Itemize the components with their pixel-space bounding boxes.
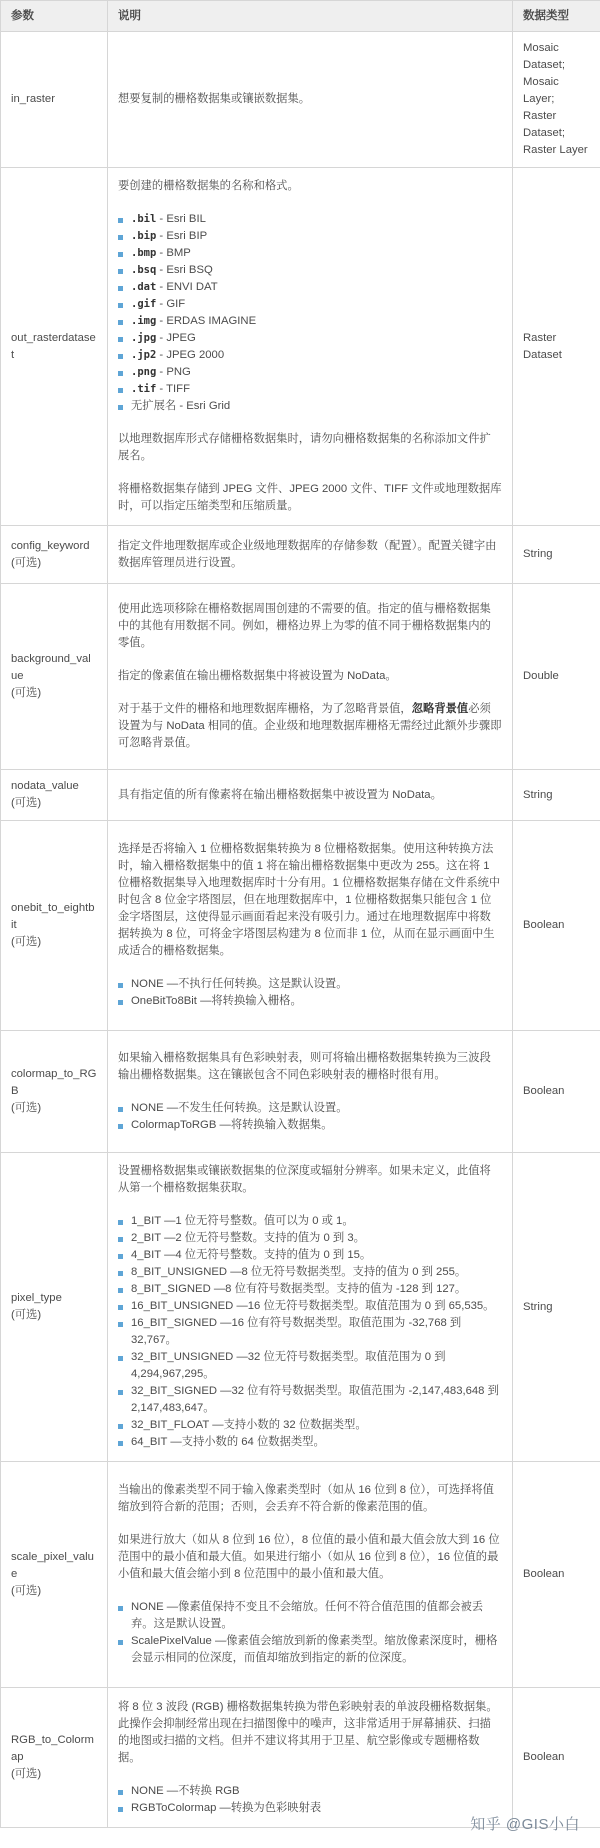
description-text: 当输出的像素类型不同于输入像素类型时（如从 16 位到 8 位），可选择将值缩放到符合新的范围；否则，会丢弃不符合新的像素范围的值。	[118, 1484, 494, 1513]
param-name-text: background_value	[11, 653, 91, 682]
table-header-row	[1, 1, 600, 32]
option-list	[118, 976, 502, 1010]
format-label: - ERDAS IMAGINE	[156, 315, 257, 327]
file-extension: .gif	[131, 298, 157, 310]
description-text: 使用此选项移除在栅格数据周围创建的不需要的值。指定的值与栅格数据集中的其他有用数据不同。例如，栅格边界上为零的值不同于栅格数据集内的零值。	[118, 603, 491, 649]
format-label: 无扩展名 - Esri Grid	[131, 400, 231, 412]
file-extension: .jpg	[131, 332, 157, 344]
param-description	[108, 821, 513, 1031]
table-row-out-rasterdataset	[1, 168, 600, 526]
param-name	[1, 584, 108, 770]
data-type: String	[513, 770, 600, 821]
param-name	[1, 821, 108, 1031]
description-text: 如果输入栅格数据集具有色彩映射表，则可将输出栅格数据集转换为三波段输出栅格数据集。这在镶嵌包含不同色彩映射表的栅格时很有用。	[118, 1051, 491, 1081]
list-item	[118, 262, 502, 279]
format-label: - GIF	[156, 298, 186, 310]
list-item: 8_BIT_SIGNED —8 位有符号数据类型。支持的值为 -128 到 127。	[118, 1281, 502, 1298]
data-type: String	[513, 526, 600, 584]
param-name-text: colormap_to_RGB	[11, 1068, 97, 1097]
data-type: Boolean	[513, 1688, 600, 1828]
table-row-background-value	[1, 584, 600, 770]
column-header-desc: 说明	[108, 1, 513, 32]
param-name	[1, 1462, 108, 1688]
list-item	[118, 313, 502, 330]
table-row-colormap-to-rgb	[1, 1031, 600, 1153]
list-item: 16_BIT_SIGNED —16 位有符号数据类型。取值范围为 -32,768 到 32,767。	[118, 1315, 502, 1349]
optional-label: (可选)	[11, 1309, 42, 1321]
file-extension: .bsq	[131, 264, 157, 276]
description-text: 选择是否将输入 1 位栅格数据集转换为 8 位栅格数据集。使用这种转换方法时，输入栅格数据集中的值 1 将在输出栅格数据集中更改为 255。这在将 1 位栅格数据集导入地理数据库时十分有用。1 位栅格数据集存储在文件系统中时包含 8 位金字塔图层，但在地理数据库中，1 位栅格数据集只能包含 1 位金字塔图层，这使得显示画面看起来没有吸引力。通过在地理数据库中将数据转换为 8 位，可将金字塔图层构建为 8 位而非 1 位，从而在显示画面中生成适合的栅格数据集。	[118, 843, 501, 957]
description-fragment: 必须设置为与 NoData 相同的值。企业级和地理数据库栅格无需经过此额外步骤即可忽略背景值。	[118, 703, 502, 749]
param-description	[108, 1031, 513, 1153]
list-item: NONE —不转换 RGB	[118, 1783, 502, 1800]
watermark: 知乎 @GIS小白	[470, 1816, 580, 1833]
option-list	[118, 1599, 502, 1667]
list-item	[118, 381, 502, 398]
param-description	[108, 168, 513, 526]
format-label: - JPEG	[156, 332, 196, 344]
data-type: Boolean	[513, 1031, 600, 1153]
column-header-param: 参数	[1, 1, 108, 32]
file-extension: .dat	[131, 281, 157, 293]
description-text: 将栅格数据集存储到 JPEG 文件、JPEG 2000 文件、TIFF 文件或地理数据库时，可以指定压缩类型和压缩质量。	[118, 483, 502, 512]
param-name-text: scale_pixel_value	[11, 1551, 94, 1580]
file-extension: .bip	[131, 230, 157, 242]
table-row-in-raster	[1, 32, 600, 168]
format-list	[118, 211, 502, 415]
list-item: 2_BIT —2 位无符号整数。支持的值为 0 到 3。	[118, 1230, 502, 1247]
list-item	[118, 398, 502, 415]
list-item: 64_BIT —支持小数的 64 位数据类型。	[118, 1434, 502, 1451]
param-name	[1, 1031, 108, 1153]
optional-label: (可选)	[11, 687, 42, 699]
param-description	[108, 1688, 513, 1828]
table-row-scale-pixel-value	[1, 1462, 600, 1688]
option-list	[118, 1100, 502, 1134]
param-name: in_raster	[1, 32, 108, 168]
list-item: 4_BIT —4 位无符号整数。支持的值为 0 到 15。	[118, 1247, 502, 1264]
file-extension: .tif	[131, 383, 157, 395]
data-type: Boolean	[513, 821, 600, 1031]
optional-label: (可选)	[11, 556, 42, 569]
description-text: 设置栅格数据集或镶嵌数据集的位深度或辐射分辨率。如果未定义，此值将从第一个栅格数据集获取。	[118, 1165, 491, 1194]
data-type: Double	[513, 584, 600, 770]
file-extension: .img	[131, 315, 157, 327]
list-item: NONE —不发生任何转换。这是默认设置。	[118, 1100, 502, 1117]
file-extension: .png	[131, 366, 157, 378]
description-text: 要创建的栅格数据集的名称和格式。	[118, 180, 299, 192]
data-type: Boolean	[513, 1462, 600, 1688]
file-extension: .bil	[131, 213, 157, 225]
description-text	[118, 701, 502, 752]
optional-label: (可选)	[11, 1585, 42, 1597]
param-name-text: RGB_to_Colormap	[11, 1734, 94, 1763]
description-text: 想要复制的栅格数据集或镶嵌数据集。	[118, 93, 311, 105]
param-name	[1, 1688, 108, 1828]
emphasized-term: 忽略背景值	[411, 703, 469, 715]
param-name-text: nodata_value	[11, 780, 79, 792]
param-name-text: pixel_type	[11, 1292, 62, 1304]
list-item: 32_BIT_SIGNED —32 位有符号数据类型。取值范围为 -2,147,483,648 到 2,147,483,647。	[118, 1383, 502, 1417]
param-description	[108, 1153, 513, 1462]
list-item: ColormapToRGB —将转换输入数据集。	[118, 1117, 502, 1134]
list-item	[118, 211, 502, 228]
list-item	[118, 347, 502, 364]
list-item	[118, 279, 502, 296]
description-text: 指定的像素值在输出栅格数据集中将被设置为 NoData。	[118, 670, 397, 682]
column-header-dtype: 数据类型	[513, 1, 600, 32]
format-label: - ENVI DAT	[156, 281, 218, 293]
optional-label: (可选)	[11, 1102, 42, 1114]
table-row-nodata-value	[1, 770, 600, 821]
data-type-item: Raster Dataset;	[523, 110, 566, 139]
data-type-item: Raster Layer	[523, 144, 588, 156]
list-item	[118, 296, 502, 313]
list-item: NONE —不执行任何转换。这是默认设置。	[118, 976, 502, 993]
format-label: - Esri BIP	[156, 230, 208, 242]
option-list	[118, 1783, 502, 1817]
data-type-item: Mosaic Dataset;	[523, 42, 566, 71]
file-extension: .jp2	[131, 349, 157, 361]
list-item: 16_BIT_UNSIGNED —16 位无符号数据类型。取值范围为 0 到 65,535。	[118, 1298, 502, 1315]
param-description	[108, 526, 513, 584]
list-item: 1_BIT —1 位无符号整数。值可以为 0 或 1。	[118, 1213, 502, 1230]
param-name: out_rasterdataset	[1, 168, 108, 526]
optional-label: (可选)	[11, 936, 42, 948]
data-type: Raster Dataset	[513, 168, 600, 526]
format-label: - Esri BIL	[156, 213, 206, 225]
format-label: - Esri BSQ	[156, 264, 213, 276]
list-item	[118, 228, 502, 245]
format-label: - JPEG 2000	[156, 349, 225, 361]
description-fragment: 对于基于文件的栅格和地理数据库栅格，为了忽略背景值，	[118, 703, 412, 715]
list-item: ScalePixelValue —像素值会缩放到新的像素类型。缩放像素深度时，栅格会显示相同的位深度，而值却缩放到指定的新的位深度。	[118, 1633, 502, 1667]
list-item: RGBToColormap —转换为色彩映射表	[118, 1800, 502, 1817]
file-extension: .bmp	[131, 247, 157, 259]
param-name	[1, 770, 108, 821]
param-name	[1, 1153, 108, 1462]
list-item: 8_BIT_UNSIGNED —8 位无符号数据类型。支持的值为 0 到 255。	[118, 1264, 502, 1281]
table-row-pixel-type	[1, 1153, 600, 1462]
description-text: 如果进行放大（如从 8 位到 16 位），8 位值的最小值和最大值会放大到 16 位范围中的最小值和最大值。如果进行缩小（如从 16 位到 8 位），16 位值的最小值和最大值会缩小到 8 位范围中的最小值和最大值。	[118, 1534, 500, 1580]
list-item: 32_BIT_UNSIGNED —32 位无符号数据类型。取值范围为 0 到 4,294,967,295。	[118, 1349, 502, 1383]
table-row-config-keyword	[1, 526, 600, 584]
list-item: OneBitTo8Bit —将转换输入栅格。	[118, 993, 502, 1010]
param-name-text: config_keyword	[11, 539, 90, 552]
param-description	[108, 770, 513, 821]
table-row-onebit-to-eightbit	[1, 821, 600, 1031]
param-description	[108, 32, 513, 168]
data-type	[513, 32, 600, 168]
data-type-item: Mosaic Layer;	[523, 76, 559, 105]
param-description	[108, 584, 513, 770]
description-text: 具有指定值的所有像素将在输出栅格数据集中被设置为 NoData。	[118, 788, 442, 801]
description-text: 以地理数据库形式存储栅格数据集时，请勿向栅格数据集的名称添加文件扩展名。	[118, 433, 491, 462]
list-item	[118, 330, 502, 347]
option-list	[118, 1213, 502, 1451]
format-label: - TIFF	[156, 383, 190, 395]
optional-label: (可选)	[11, 1768, 42, 1780]
data-type: String	[513, 1153, 600, 1462]
param-name	[1, 526, 108, 584]
format-label: - PNG	[156, 366, 191, 378]
description-text: 将 8 位 3 波段 (RGB) 栅格数据集转换为带色彩映射表的单波段栅格数据集。此操作会抑制经常出现在扫描图像中的噪声，这非常适用于屏幕捕获、扫描的地图或扫描的文档。但并不建议将其用于卫星、航空影像或专题栅格数据。	[118, 1700, 498, 1764]
list-item: NONE —像素值保持不变且不会缩放。任何不符合值范围的值都会被丢弃。这是默认设置。	[118, 1599, 502, 1633]
list-item	[118, 364, 502, 381]
list-item	[118, 245, 502, 262]
description-text: 指定文件地理数据库或企业级地理数据库的存储参数（配置）。配置关键字由数据库管理员进行设置。	[118, 539, 497, 569]
list-item: 32_BIT_FLOAT —支持小数的 32 位数据类型。	[118, 1417, 502, 1434]
table-row-rgb-to-colormap	[1, 1688, 600, 1828]
param-name-text: onebit_to_eightbit	[11, 902, 95, 931]
param-description	[108, 1462, 513, 1688]
format-label: - BMP	[156, 247, 191, 259]
optional-label: (可选)	[11, 797, 42, 809]
